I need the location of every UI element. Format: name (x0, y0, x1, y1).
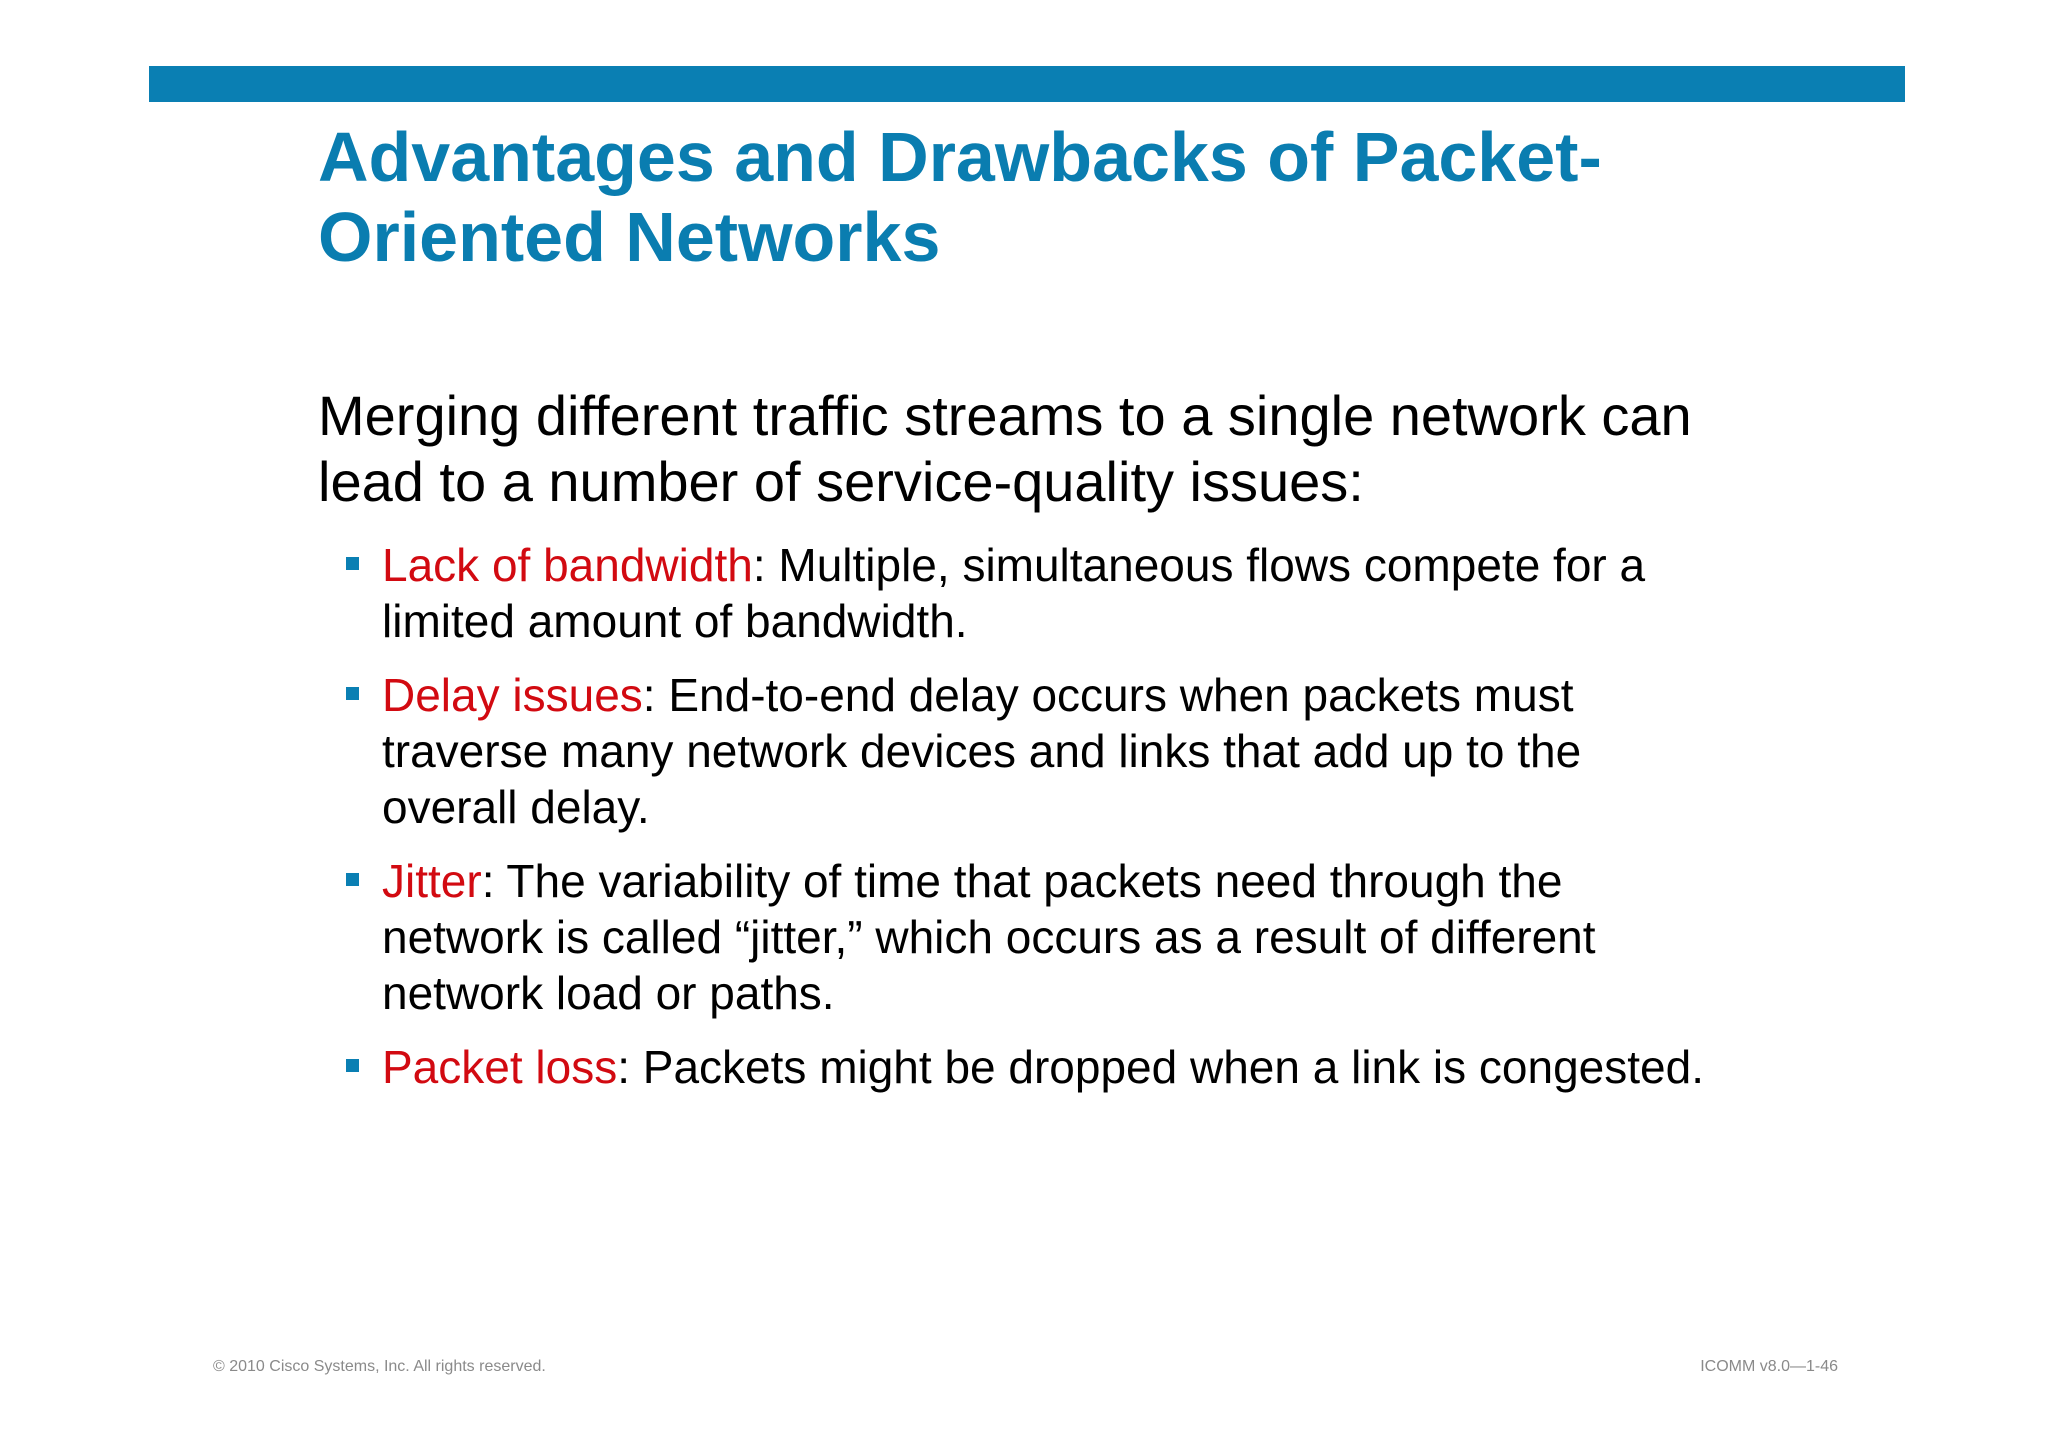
bullet-term: Lack of bandwidth (382, 539, 753, 591)
bullet-term: Packet loss (382, 1041, 618, 1093)
intro-line-1: Merging different traffic streams to a single network can (318, 384, 1692, 447)
bullet-term: Delay issues (382, 669, 643, 721)
square-bullet-icon (346, 557, 359, 570)
bullet-continuation-line: overall delay. (382, 781, 650, 833)
header-bar (149, 66, 1905, 102)
slide-title-line-1: Advantages and Drawbacks of Packet- (318, 118, 1602, 196)
bullet-first-line (382, 537, 1904, 593)
list-item-jitter (344, 853, 1904, 1021)
slide-id-footer: ICOMM v8.0—1-46 (1700, 1358, 1838, 1375)
bullet-text: : Packets might be dropped when a link is congested. (617, 1041, 1704, 1093)
bullet-text: : Multiple, simultaneous flows compete for a (752, 539, 1646, 591)
bullet-first-line (382, 667, 1904, 723)
bullet-continuation-line: limited amount of bandwidth. (382, 595, 968, 647)
bullet-text: : The variability of time that packets need through the (481, 855, 1563, 907)
slide-title (318, 117, 1838, 277)
bullet-text: : End-to-end delay occurs when packets must (642, 669, 1574, 721)
square-bullet-icon (346, 873, 359, 886)
square-bullet-icon (346, 687, 359, 700)
list-item-packet-loss (344, 1039, 1904, 1095)
list-item-delay-issues (344, 667, 1904, 835)
issues-list (344, 537, 1904, 1095)
square-bullet-icon (346, 1059, 359, 1072)
slide-title-line-2: Oriented Networks (318, 198, 941, 276)
bullet-continuation-line: traverse many network devices and links that add up to the (382, 725, 1582, 777)
bullet-continuation-line: network is called “jitter,” which occurs as a result of different (382, 911, 1596, 963)
bullet-first-line (382, 853, 1904, 909)
bullet-continuation-line: network load or paths. (382, 967, 835, 1019)
bullet-term: Jitter (382, 855, 482, 907)
intro-paragraph (318, 383, 1878, 515)
copyright-footer: © 2010 Cisco Systems, Inc. All rights reserved. (213, 1358, 546, 1375)
list-item-lack-of-bandwidth (344, 537, 1904, 649)
bullet-first-line (382, 1039, 1904, 1095)
intro-line-2: lead to a number of service-quality issues: (318, 450, 1364, 513)
